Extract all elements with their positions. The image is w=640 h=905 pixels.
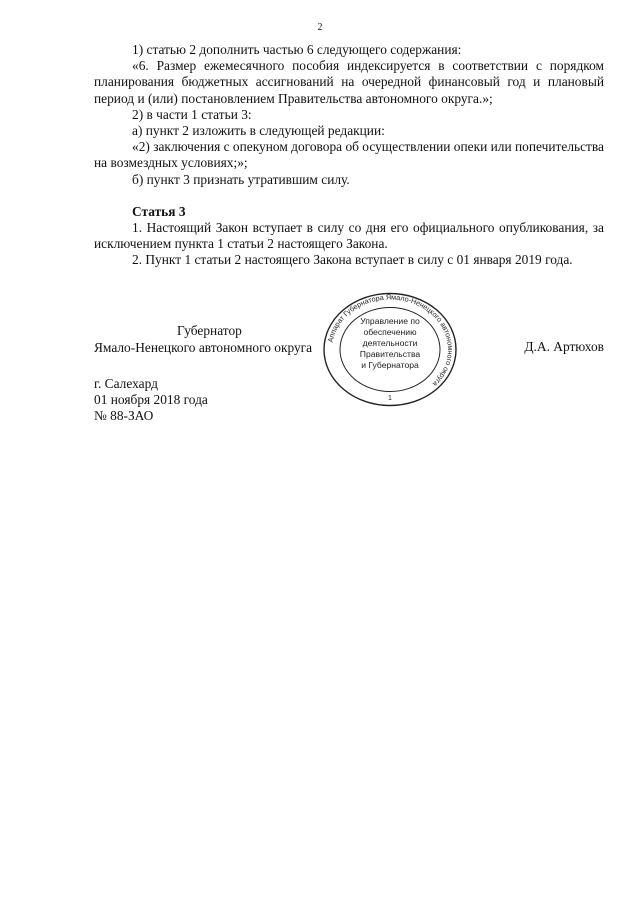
seal-number: 1 [388, 395, 392, 402]
paragraph: 2) в части 1 статьи 3: [132, 106, 252, 122]
document-body [94, 42, 604, 269]
signature-title-line2: Ямало-Ненецкого автономного округа [94, 340, 313, 355]
document-footer [94, 376, 208, 424]
footer-number: № 88-ЗАО [94, 408, 154, 423]
seal-inner-line: Управление по [360, 316, 420, 326]
official-seal [320, 292, 460, 407]
paragraph: б) пункт 3 признать утратившим силу. [132, 171, 350, 187]
article-paragraph: 2. Пункт 1 статьи 2 настоящего Закона вступает в силу с 01 января 2019 года. [132, 252, 573, 268]
seal-outer-text: Аппарат Губернатора Ямало-Ненецкого автономного округа [325, 292, 456, 389]
paragraph: «6. Размер ежемесячного пособия индексируется в соответствии с порядком планирования бюджетных ассигнований на очередной финансовый год и плановый период и (или) постановлением Правительства автономного округа.»; [94, 58, 604, 106]
page-number: 2 [317, 22, 323, 33]
article-paragraph: 1. Настоящий Закон вступает в силу со дня его официального опубликования, за исключением пункта 1 статьи 2 настоящего Закона. [94, 220, 604, 252]
seal-stamp-icon [320, 292, 460, 407]
seal-inner-line: деятельности [362, 338, 418, 348]
signature-title-line1: Губернатор [177, 323, 242, 338]
seal-inner-line: и Губернатора [361, 360, 419, 370]
seal-inner-line: Правительства [359, 349, 421, 359]
article-heading: Статья 3 [132, 203, 186, 219]
paragraph: а) пункт 2 изложить в следующей редакции: [132, 123, 385, 139]
paragraph: 1) статью 2 дополнить частью 6 следующего содержания: [132, 42, 462, 57]
seal-inner-line: обеспечению [363, 327, 417, 337]
footer-date: 01 ноября 2018 года [94, 392, 208, 407]
footer-city: г. Салехард [94, 376, 158, 391]
signature-title [94, 322, 312, 356]
paragraph: «2) заключения с опекуном договора об осуществлении опеки или попечительства на возмездных условиях;»; [94, 139, 604, 171]
signatory-name: Д.А. Артюхов [524, 339, 604, 354]
